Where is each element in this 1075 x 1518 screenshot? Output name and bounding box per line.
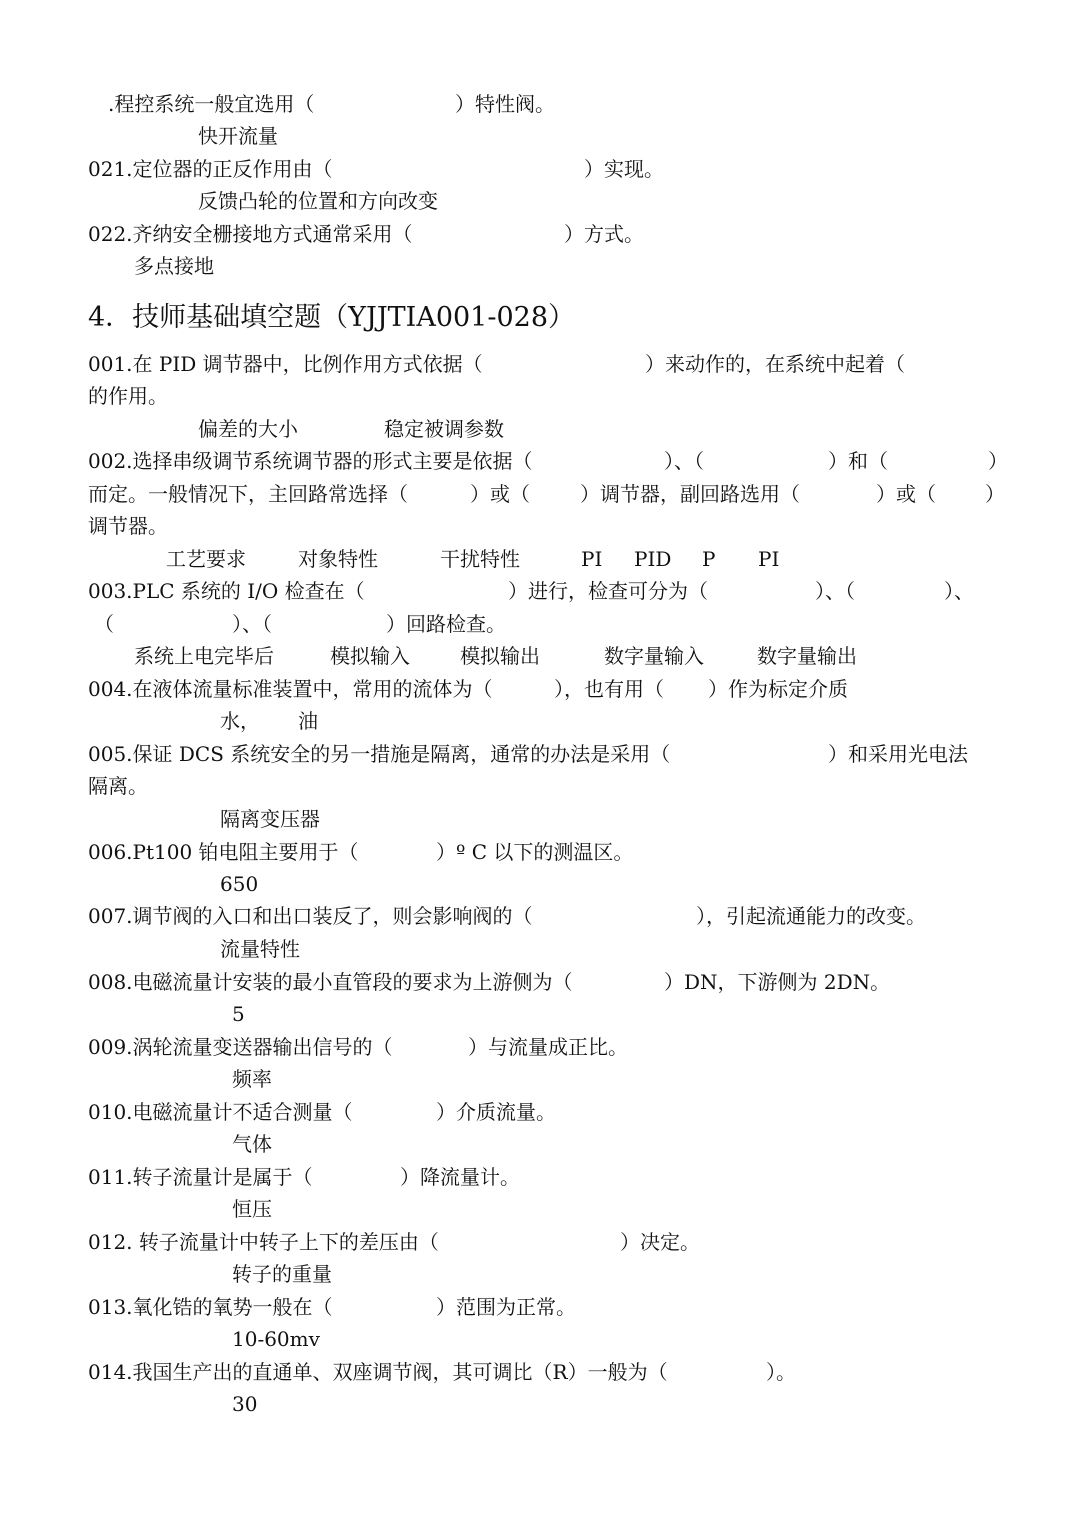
answer-text: 工艺要求 xyxy=(166,547,246,571)
answer-text: 恒压 xyxy=(232,1197,272,1221)
question-text: ）介质流量。 xyxy=(436,1100,556,1124)
answer-text: 快开流量 xyxy=(198,124,278,148)
question-text: ）作为标定介质 xyxy=(708,677,848,701)
question-line xyxy=(0,445,1075,478)
question-text: ）降流量计。 xyxy=(400,1165,520,1189)
question-line xyxy=(0,900,1075,933)
question-text: ）、 xyxy=(944,579,974,603)
answer-line xyxy=(0,120,1075,153)
question-text: ）、（ xyxy=(664,449,704,473)
answer-line xyxy=(0,803,1075,836)
question-line xyxy=(0,836,1075,869)
question-text: 隔离。 xyxy=(88,774,148,798)
question-text: 004.在液体流量标准装置中，常用的流体为（ xyxy=(88,677,493,701)
question-line xyxy=(0,348,1075,381)
question-text: 012. 转子流量计中转子上下的差压由（ xyxy=(88,1230,439,1254)
question-text: ），引起流通能力的改变。 xyxy=(696,904,926,928)
question-line xyxy=(0,88,1075,121)
answer-text: 水， xyxy=(220,709,260,733)
answer-text: 多点接地 xyxy=(134,254,214,278)
answer-text: 数字量输入 xyxy=(604,644,704,668)
question-text: ）、（ xyxy=(232,612,272,636)
question-text: ）和（ xyxy=(828,449,888,473)
question-text: 010.电磁流量计不适合测量（ xyxy=(88,1100,353,1124)
question-text: ）、（ xyxy=(815,579,855,603)
question-text: ）和采用光电法 xyxy=(828,742,968,766)
question-text: 005.保证 DCS 系统安全的另一措施是隔离，通常的办法是采用（ xyxy=(88,742,671,766)
answer-text: 数字量输出 xyxy=(757,644,857,668)
question-text: ） xyxy=(985,482,1005,506)
answer-text: P xyxy=(702,547,716,571)
answer-text: PID xyxy=(634,547,672,571)
answer-line xyxy=(0,1128,1075,1161)
question-text: 008.电磁流量计安装的最小直管段的要求为上游侧为（ xyxy=(88,970,573,994)
question-line xyxy=(0,1291,1075,1324)
answer-text: 模拟输出 xyxy=(460,644,540,668)
question-line xyxy=(0,673,1075,706)
question-text: 001.在 PID 调节器中，比例作用方式依据（ xyxy=(88,352,483,376)
question-text: 调节器。 xyxy=(88,514,168,538)
question-text: .程控系统一般宜选用（ xyxy=(108,92,315,116)
question-text: 003.PLC 系统的 I/O 检查在（ xyxy=(88,579,365,603)
answer-text: 气体 xyxy=(232,1132,272,1156)
answer-line xyxy=(0,185,1075,218)
question-line xyxy=(0,218,1075,251)
question-text: 009.涡轮流量变送器输出信号的（ xyxy=(88,1035,393,1059)
question-text: ） xyxy=(988,449,1008,473)
question-line xyxy=(0,608,1075,641)
question-line xyxy=(0,966,1075,999)
answer-line xyxy=(0,1323,1075,1356)
question-text: ）或（ xyxy=(470,482,530,506)
answer-text: 系统上电完毕后 xyxy=(134,644,274,668)
question-line xyxy=(0,575,1075,608)
question-line xyxy=(0,153,1075,186)
answer-text: 隔离变压器 xyxy=(220,807,320,831)
question-line xyxy=(0,738,1075,771)
answer-line xyxy=(0,640,1075,673)
question-line xyxy=(0,1356,1075,1389)
question-text: ）来动作的，在系统中起着（ xyxy=(645,352,905,376)
answer-text: 对象特性 xyxy=(298,547,378,571)
question-text: 011.转子流量计是属于（ xyxy=(88,1165,313,1189)
answer-line xyxy=(0,1193,1075,1226)
question-text: ）与流量成正比。 xyxy=(468,1035,628,1059)
question-text: ）方式。 xyxy=(564,222,644,246)
answer-text: 5 xyxy=(232,1002,245,1026)
answer-line xyxy=(0,933,1075,966)
question-line xyxy=(0,1031,1075,1064)
question-text: （ xyxy=(94,612,114,636)
question-text: ），也有用（ xyxy=(554,677,664,701)
answer-line xyxy=(0,1388,1075,1421)
answer-text: 油 xyxy=(298,709,318,733)
question-text: ）特性阀。 xyxy=(455,92,555,116)
question-text: ）DN，下游侧为 2DN。 xyxy=(664,970,891,994)
answer-text: 频率 xyxy=(232,1067,272,1091)
question-line xyxy=(0,1226,1075,1259)
answer-line xyxy=(0,250,1075,283)
answer-line xyxy=(0,868,1075,901)
question-text: ）回路检查。 xyxy=(386,612,506,636)
question-line xyxy=(0,1161,1075,1194)
answer-text: 稳定被调参数 xyxy=(384,417,504,441)
question-text: 002.选择串级调节系统调节器的形式主要是依据（ xyxy=(88,449,533,473)
answer-text: 流量特性 xyxy=(220,937,300,961)
question-text: ）。 xyxy=(766,1360,796,1384)
answer-text: 650 xyxy=(220,872,259,896)
question-line xyxy=(0,478,1075,511)
answer-line xyxy=(0,998,1075,1031)
answer-text: 偏差的大小 xyxy=(198,417,298,441)
question-text: 006.Pt100 铂电阻主要用于（ xyxy=(88,840,359,864)
answer-text: 30 xyxy=(232,1392,258,1416)
section-title: 4．技师基础填空题（YJJTIA001-028） xyxy=(88,302,576,333)
question-text: 014.我国生产出的直通单、双座调节阀，其可调比（R）一般为（ xyxy=(88,1360,668,1384)
answer-text: PI xyxy=(581,547,603,571)
question-text: 而定。一般情况下，主回路常选择（ xyxy=(88,482,408,506)
question-text: 013.氧化锆的氧势一般在（ xyxy=(88,1295,333,1319)
answer-text: 10-60mv xyxy=(232,1327,320,1351)
question-line xyxy=(0,1096,1075,1129)
question-text: ）进行，检查可分为（ xyxy=(508,579,708,603)
question-text: ）º C 以下的测温区。 xyxy=(436,840,634,864)
question-text: 022.齐纳安全栅接地方式通常采用（ xyxy=(88,222,413,246)
answer-line xyxy=(0,1063,1075,1096)
answer-line xyxy=(0,705,1075,738)
answer-line xyxy=(0,1258,1075,1291)
answer-text: PI xyxy=(758,547,780,571)
answer-text: 模拟输入 xyxy=(330,644,410,668)
question-line xyxy=(0,380,1075,413)
question-text: 的作用。 xyxy=(88,384,168,408)
question-text: 007.调节阀的入口和出口装反了，则会影响阀的（ xyxy=(88,904,533,928)
question-text: ）实现。 xyxy=(584,157,664,181)
question-text: 021.定位器的正反作用由（ xyxy=(88,157,333,181)
question-text: ）决定。 xyxy=(620,1230,700,1254)
answer-text: 转子的重量 xyxy=(232,1262,332,1286)
question-line xyxy=(0,510,1075,543)
question-text: ）范围为正常。 xyxy=(436,1295,576,1319)
answer-line xyxy=(0,413,1075,446)
answer-text: 反馈凸轮的位置和方向改变 xyxy=(198,189,438,213)
question-line xyxy=(0,770,1075,803)
answer-text: 干扰特性 xyxy=(440,547,520,571)
question-text: ）或（ xyxy=(876,482,936,506)
question-text: ）调节器，副回路选用（ xyxy=(580,482,800,506)
answer-line xyxy=(0,543,1075,576)
